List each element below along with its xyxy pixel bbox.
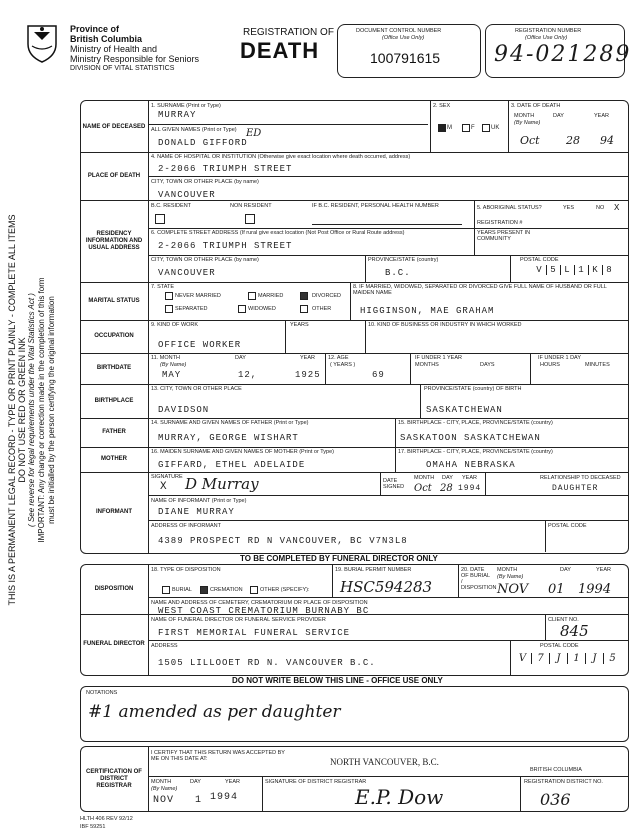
inner-line: [474, 200, 475, 255]
funeral-inner-line: [148, 597, 628, 598]
funeral-inner-line: [545, 614, 546, 640]
other-marital-checkbox[interactable]: [300, 305, 308, 313]
informant-address-value: 4389 PROSPECT RD N VANCOUVER, BC V7N3L8: [158, 536, 408, 546]
other-specify-label: OTHER (SPECIFY):: [260, 587, 310, 593]
date-of-death-label: 3. DATE OF DEATH: [511, 103, 561, 109]
inner-line: [545, 520, 546, 552]
section-mother: MOTHER: [101, 456, 127, 462]
client-no-value: 845: [560, 622, 589, 640]
district-no-value: 036: [540, 790, 571, 809]
registrar-signature: E.P. Dow: [355, 785, 444, 809]
under-year-days: DAYS: [480, 362, 495, 368]
birth-day-value: 12,: [238, 370, 258, 380]
widowed-checkbox[interactable]: [238, 305, 246, 313]
signed-year-value: 1994: [458, 484, 482, 493]
given-names-initials: ED: [246, 128, 262, 139]
informant-name-label: NAME OF INFORMANT (Print or Type): [151, 498, 247, 504]
bd-month-label: 11. MONTH: [151, 355, 180, 361]
section-divider: [148, 100, 149, 553]
spouse-label: 8. IF MARRIED, WIDOWED, SEPARATED OR DIVORCED GIVE FULL NAME OF HUSBAND OR FULL MAIDEN NAME: [353, 284, 607, 296]
row-line: [80, 282, 628, 283]
postal-char: 5: [609, 653, 616, 664]
signed-day-value: 28: [440, 483, 453, 494]
section-certification: CERTIFICATION OF DISTRICT REGISTRAR: [86, 768, 142, 789]
burial-month-label: MONTH: [497, 567, 518, 573]
signed-year-label: YEAR: [462, 475, 477, 481]
res-postal-boxes: [533, 265, 616, 275]
burial-label: BURIAL: [172, 587, 192, 593]
inner-line: [430, 100, 431, 152]
bd-year-label: YEAR: [300, 355, 315, 361]
business-label: 10. KIND OF BUSINESS OR INDUSTRY IN WHICH WORKED: [368, 322, 522, 328]
row-line: [80, 472, 628, 473]
section-deceased: NAME OF DECEASED: [82, 123, 146, 130]
registration-no-label: REGISTRATION #: [477, 220, 523, 226]
cert-inner-line: [262, 776, 263, 811]
surname-label: 1. SURNAME (Print or Type): [151, 103, 221, 109]
reg-num-label: REGISTRATION NUMBER: [515, 28, 582, 34]
inner-line: [285, 320, 286, 353]
birth-month-value: MAY: [162, 370, 182, 380]
side-line-1: THIS IS A PERMANENT LEGAL RECORD - TYPE OR PRINT PLAINLY - COMPLETE ALL ITEMS: [7, 214, 17, 606]
other-disposition-checkbox[interactable]: [250, 586, 258, 594]
row-line: [80, 320, 628, 321]
widowed-label: WIDOWED: [248, 306, 276, 312]
bd-by-name: (By Name): [160, 362, 187, 368]
other-marital-label: OTHER: [312, 306, 332, 312]
notations-label: NOTATIONS: [86, 690, 118, 696]
cert-inner-line: [520, 776, 521, 811]
province-label: Province of: [70, 24, 120, 34]
burial-permit-label: 19. BURIAL PERMIT NUMBER: [335, 567, 412, 573]
funeral-director-heading: TO BE COMPLETED BY FUNERAL DIRECTOR ONLY: [240, 554, 438, 563]
sig-registrar-label: SIGNATURE OF DISTRICT REGISTRAR: [265, 779, 367, 785]
notation-value: #1 amended as per daughter: [88, 702, 341, 722]
postal-char: 1: [575, 265, 589, 275]
inner-line: [365, 255, 366, 282]
inner-line: [148, 124, 428, 125]
signature-x: X: [160, 481, 168, 493]
under-day-hours: HOURS: [540, 362, 560, 368]
sex-uk-label: UK: [491, 125, 500, 131]
cert-day-value: 1: [195, 795, 203, 806]
hospital-label: 4. NAME OF HOSPITAL OR INSTITUTION (Otherwise give exact location where death occurred, address): [151, 154, 411, 160]
divorced-checkbox[interactable]: [300, 292, 308, 300]
inner-line: [485, 472, 486, 495]
doc-ctrl-value: 100791615: [370, 50, 441, 66]
non-resident-checkbox[interactable]: [245, 214, 255, 224]
signature-label: SIGNATURE: [151, 474, 183, 480]
ministry-line-1: Ministry of Health and: [70, 44, 158, 54]
never-married-checkbox[interactable]: [165, 292, 173, 300]
sex-m-checkbox[interactable]: [438, 124, 446, 132]
inner-line: [410, 353, 411, 384]
row-line: [80, 200, 628, 201]
father-birth-label: 15. BIRTHPLACE - CITY, PLACE, PROVINCE/STATE (country): [398, 420, 553, 426]
informant-name-value: DIANE MURRAY: [158, 507, 235, 517]
signed-day-label: DAY: [442, 475, 453, 481]
postal-char: J: [550, 653, 568, 664]
inner-line: [420, 384, 421, 418]
form-number-2: IBF 59251: [80, 824, 106, 830]
funeral-inner-line: [148, 640, 628, 641]
cert-place-value: NORTH VANCOUVER, B.C.: [330, 757, 439, 767]
separated-checkbox[interactable]: [165, 305, 173, 313]
registration-of-label: REGISTRATION OF: [243, 27, 334, 38]
father-birth-value: SASKATOON SASKATCHEWAN: [400, 433, 541, 443]
sex-label: 2. SEX: [433, 103, 451, 109]
postal-char: V: [514, 653, 532, 664]
sex-f-checkbox[interactable]: [462, 124, 470, 132]
hospital-value: 2-2066 TRIUMPH STREET: [158, 164, 293, 174]
side-line-5: must be initialled by the person certifying the original information: [47, 296, 56, 524]
under-day-label: IF UNDER 1 DAY: [538, 355, 581, 361]
row-line: [80, 447, 628, 448]
separated-label: SEPARATED: [175, 306, 208, 312]
age-years-label: ( YEARS ): [330, 362, 356, 368]
ministry-block: [70, 24, 199, 74]
cemetery-value: WEST COAST CREMATORIUM BURNABY BC: [158, 606, 370, 616]
informant-signature: D Murray: [185, 475, 259, 493]
section-birthplace: BIRTHPLACE: [94, 397, 134, 404]
street-value: 2-2066 TRIUMPH STREET: [158, 241, 293, 251]
work-value: OFFICE WORKER: [158, 340, 242, 350]
under-year-months: MONTHS: [415, 362, 439, 368]
disp-year-value: 1994: [578, 582, 612, 597]
cert-divider: [148, 746, 149, 811]
res-postal-label: POSTAL CODE: [520, 257, 559, 263]
cert-year-label: YEAR: [225, 779, 240, 785]
inner-line: [510, 255, 511, 282]
mother-label: 16. MAIDEN SURNAME AND GIVEN NAMES OF MOTHER (Print or Type): [151, 449, 334, 455]
married-checkbox[interactable]: [248, 292, 256, 300]
burial-by-name: (By Name): [497, 574, 524, 580]
burial-checkbox[interactable]: [162, 586, 170, 594]
never-married-label: NEVER MARRIED: [175, 293, 221, 299]
phn-label: IF B.C. RESIDENT, PERSONAL HEALTH NUMBER: [312, 203, 439, 209]
date-signed-label: DATE SIGNED: [383, 478, 405, 490]
postal-char: 5: [547, 265, 561, 275]
cremation-checkbox[interactable]: [200, 586, 208, 594]
postal-char: L: [561, 265, 575, 275]
dod-by-name: (By Name): [514, 120, 541, 126]
postal-char: 8: [606, 265, 613, 275]
funeral-inner-line: [332, 564, 333, 597]
bc-label: British Columbia: [70, 34, 143, 44]
inner-line: [148, 495, 628, 496]
given-names-value: DONALD GIFFORD: [158, 138, 248, 148]
mother-value: GIFFARD, ETHEL ADELAIDE: [158, 460, 306, 470]
street-label: 6. COMPLETE STREET ADDRESS (If rural give exact location (Not Post Office or Rural Route address): [151, 230, 405, 236]
row-line: [80, 418, 628, 419]
office-use-heading: DO NOT WRITE BELOW THIS LINE - OFFICE USE ONLY: [232, 676, 443, 685]
burial-year-label: YEAR: [596, 567, 611, 573]
signed-month-value: Oct: [414, 483, 432, 494]
section-marital: MARITAL STATUS: [88, 297, 140, 304]
inner-line: [365, 320, 366, 353]
cert-inner-line: [148, 776, 628, 777]
death-city-value: VANCOUVER: [158, 190, 216, 200]
cert-month-label: MONTH: [151, 779, 172, 785]
doc-ctrl-sub: (Office Use Only): [382, 35, 425, 41]
disp-month-value: NOV: [497, 582, 529, 597]
under-year-label: IF UNDER 1 YEAR: [415, 355, 462, 361]
years-present-label: YEARS PRESENT IN COMMUNITY: [477, 230, 531, 242]
funeral-divider: [148, 564, 149, 675]
section-residency: RESIDENCY INFORMATION AND USUAL ADDRESS: [85, 230, 143, 251]
res-prov-value: B.C.: [385, 268, 411, 278]
funeral-firm-label: NAME OF FUNERAL DIRECTOR OR FUNERAL SERVICE PROVIDER: [151, 617, 326, 623]
side-line-2: DO NOT USE RED OR GREEN INK: [17, 337, 27, 483]
inner-line: [325, 353, 326, 384]
inner-line: [148, 255, 628, 256]
funeral-inner-line: [510, 640, 511, 675]
death-city-label: CITY, TOWN OR OTHER PLACE (by name): [151, 179, 259, 185]
cert-day-label: DAY: [190, 779, 201, 785]
aboriginal-yes: YES: [563, 205, 575, 211]
under-day-minutes: MINUTES: [585, 362, 610, 368]
section-place-of-death: PLACE OF DEATH: [87, 172, 141, 179]
cert-month-value: NOV: [153, 795, 175, 806]
surname-value: MURRAY: [158, 110, 197, 120]
phn-boxes[interactable]: [312, 212, 462, 225]
funeral-address-label: ADDRESS: [151, 643, 178, 649]
inner-line: [530, 353, 531, 384]
birth-year-value: 1925: [295, 370, 321, 380]
inner-line: [508, 100, 509, 152]
ministry-line-2: Ministry Responsible for Seniors: [70, 54, 200, 64]
dod-month-label: MONTH: [514, 113, 535, 119]
aboriginal-no: NO: [596, 205, 605, 211]
reg-num-sub: (Office Use Only): [525, 35, 568, 41]
birth-city-value: DAVIDSON: [158, 405, 210, 415]
row-line: [80, 384, 628, 385]
given-names-label: ALL GIVEN NAMES (Print or Type): [151, 127, 237, 133]
certify-label: I CERTIFY THAT THIS RETURN WAS ACCEPTED BY ME ON THIS DATE AT:: [151, 750, 285, 762]
age-label: 12. AGE: [328, 355, 349, 361]
father-value: MURRAY, GEORGE WISHART: [158, 433, 299, 443]
death-month-value: Oct: [520, 134, 540, 147]
reg-district-label: REGISTRATION DISTRICT NO.: [524, 779, 603, 785]
age-value: 69: [372, 370, 385, 380]
side-line-3: ( See reverse for legal requirements under the Vital Statistics Act ): [27, 293, 36, 527]
birth-prov-value: SASKATCHEWAN: [426, 405, 503, 415]
row-line: [80, 152, 628, 153]
mother-birth-label: 17. BIRTHPLACE - CITY, PLACE, PROVINCE/STATE (country): [398, 449, 553, 455]
divorced-label: DIVORCED: [312, 293, 342, 299]
funeral-postal-label: POSTAL CODE: [540, 643, 579, 649]
aboriginal-mark: X: [614, 203, 621, 213]
death-title: DEATH: [240, 38, 320, 63]
section-informant: INFORMANT: [96, 508, 132, 515]
funeral-address-value: 1505 LILLOOET RD N. VANCOUVER B.C.: [158, 658, 376, 668]
postal-char: 7: [532, 653, 550, 664]
relationship-label: RELATIONSHIP TO DECEASED: [540, 475, 621, 481]
aboriginal-label: 5. ABORIGINAL STATUS?: [477, 205, 542, 211]
row-line: [80, 353, 628, 354]
inner-line: [395, 418, 396, 472]
bc-crest-logo: [22, 22, 62, 64]
signed-month-label: MONTH: [414, 475, 435, 481]
burial-day-label: DAY: [560, 567, 571, 573]
section-disposition: DISPOSITION: [94, 585, 134, 592]
informant-postal-label: POSTAL CODE: [548, 523, 587, 529]
birth-prov-label: PROVINCE/STATE (country) OF BIRTH: [424, 386, 522, 392]
inner-line: [148, 520, 628, 521]
postal-char: K: [589, 265, 603, 275]
postal-char: V: [533, 265, 547, 275]
side-line-4: IMPORTANT: Any change or correction made in the completion of this form: [37, 277, 46, 543]
section-birthdate: BIRTHDATE: [96, 365, 132, 371]
spouse-value: HIGGINSON, MAE GRAHAM: [360, 306, 495, 316]
sex-f-label: F: [471, 125, 475, 131]
married-label: MARRIED: [258, 293, 284, 299]
date-of-burial-label: 20. DATE OF BURIAL / DISPOSITION: [461, 567, 497, 591]
inner-line: [380, 472, 381, 495]
bc-resident-label: B.C. RESIDENT: [151, 203, 192, 209]
state-label: 7. STATE: [151, 284, 175, 290]
inner-line: [148, 176, 628, 177]
res-city-label: CITY, TOWN OR OTHER PLACE (by name): [151, 257, 259, 263]
informant-address-label: ADDRESS OF INFORMANT: [151, 523, 221, 529]
cert-bc-label: BRITISH COLUMBIA: [530, 767, 582, 773]
funeral-firm-value: FIRST MEMORIAL FUNERAL SERVICE: [158, 628, 351, 638]
section-occupation: OCCUPATION: [94, 333, 134, 339]
inner-line: [350, 282, 351, 320]
death-year-value: 94: [600, 134, 614, 147]
section-funeral-director: FUNERAL DIRECTOR: [83, 640, 145, 647]
bd-day-label: DAY: [235, 355, 246, 361]
sex-m-label: M: [447, 125, 452, 131]
bc-resident-checkbox[interactable]: [155, 214, 165, 224]
funeral-inner-line: [458, 564, 459, 597]
father-label: 14. SURNAME AND GIVEN NAMES OF FATHER (Print or Type): [151, 420, 309, 426]
postal-char: 1: [568, 653, 586, 664]
section-father: FATHER: [102, 429, 126, 435]
cemetery-label: NAME AND ADDRESS OF CEMETERY, CREMATORIUM OR PLACE OF DISPOSITION: [151, 600, 368, 606]
work-years-label: YEARS: [290, 322, 309, 328]
form-number-1: HLTH 406 REV 92/12: [80, 816, 133, 822]
reg-num-value: 94-021289: [494, 42, 632, 67]
cert-by-name: (By Name): [151, 786, 178, 792]
dod-day-label: DAY: [553, 113, 564, 119]
non-resident-label: NON RESIDENT: [230, 203, 272, 209]
res-prov-label: PROVINCE/STATE (country): [368, 257, 439, 263]
cert-year-value: 1994: [210, 792, 239, 803]
funeral-postal-boxes: [514, 653, 621, 664]
mother-birth-value: OMAHA NEBRASKA: [426, 460, 516, 470]
type-disposition-label: 18. TYPE OF DISPOSITION: [151, 567, 221, 573]
kind-of-work-label: 9. KIND OF WORK: [151, 322, 199, 328]
postal-char: J: [586, 653, 604, 664]
res-city-value: VANCOUVER: [158, 268, 216, 278]
cremation-label: CREMATION: [210, 587, 243, 593]
burial-permit-value: HSC594283: [340, 578, 433, 596]
relationship-value: DAUGHTER: [552, 484, 599, 493]
doc-ctrl-label: DOCUMENT CONTROL NUMBER: [356, 28, 442, 34]
birth-city-label: 13. CITY, TOWN OR OTHER PLACE: [151, 386, 242, 392]
sex-uk-checkbox[interactable]: [482, 124, 490, 132]
death-day-value: 28: [566, 134, 580, 147]
division-label: DIVISION OF VITAL STATISTICS: [70, 65, 175, 72]
dod-year-label: YEAR: [594, 113, 609, 119]
inner-line: [148, 228, 628, 229]
disp-day-value: 01: [548, 582, 565, 597]
client-no-label: CLIENT NO.: [548, 617, 579, 623]
